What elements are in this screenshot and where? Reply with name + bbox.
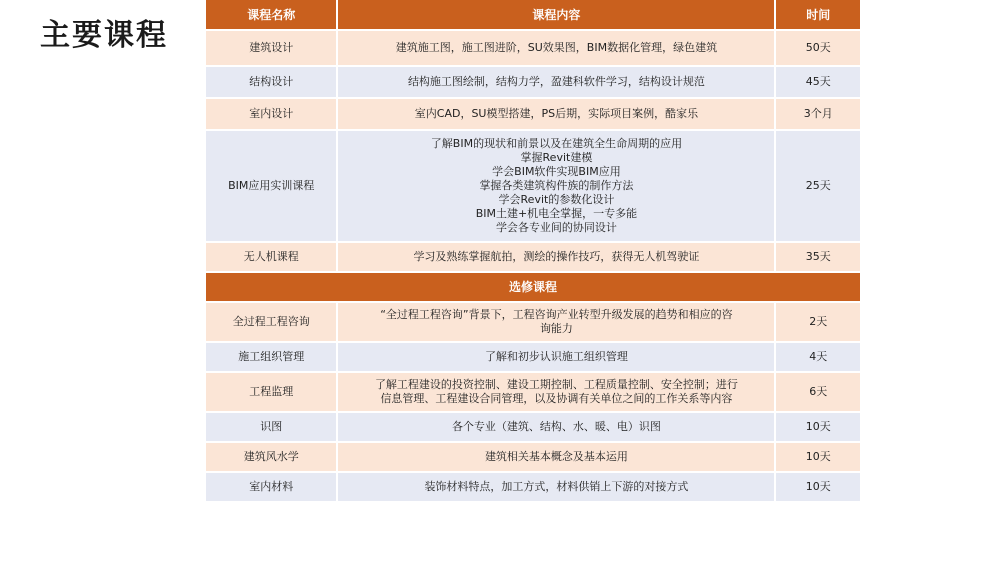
content-line: 结构施工图绘制，结构力学，盈建科软件学习，结构设计规范 [407,75,705,88]
course-time: 25天 [776,131,860,243]
table-row [206,67,860,99]
course-content [338,443,776,473]
table-row [206,131,860,243]
content-line: 了解工程建设的投资控制、建设工期控制、工程质量控制、安全控制；进行 [374,378,738,391]
course-content [338,131,776,243]
content-line: “全过程工程咨询”背景下，工程咨询产业转型升级发展的趋势和相应的咨 [380,308,733,321]
content-line: 掌握Revit建模 [520,151,593,164]
course-time: 35天 [776,243,860,273]
table-row [206,99,860,131]
course-time: 10天 [776,443,860,473]
course-time: 4天 [776,343,860,373]
header-course-name: 课程名称 [206,0,338,31]
course-name: 室内材料 [206,473,338,503]
course-time: 50天 [776,31,860,67]
content-line: 学习及熟练掌握航拍，测绘的操作技巧，获得无人机驾驶证 [413,250,700,263]
course-time: 45天 [776,67,860,99]
course-name: 识图 [206,413,338,443]
content-line: 掌握各类建筑构件族的制作方法 [479,179,634,192]
course-table [206,0,860,503]
table-row [206,443,860,473]
elective-section-title: 选修课程 [206,273,860,303]
content-line: 建筑施工图，施工图进阶，SU效果图，BIM数据化管理，绿色建筑 [395,41,718,54]
course-name: 建筑设计 [206,31,338,67]
course-content [338,413,776,443]
content-line: 学会Revit的参数化设计 [498,193,615,206]
course-time: 3个月 [776,99,860,131]
content-line: 了解和初步认识施工组织管理 [484,350,628,363]
course-name: 施工组织管理 [206,343,338,373]
header-course-content: 课程内容 [338,0,776,31]
content-line: 学会BIM软件实现BIM应用 [492,165,621,178]
table-row [206,243,860,273]
content-line: 建筑相关基本概念及基本运用 [484,450,628,463]
course-content [338,67,776,99]
content-line: 室内CAD，SU模型搭建，PS后期，实际项目案例，酷家乐 [414,107,699,120]
content-line: 学会各专业间的协同设计 [495,221,617,234]
course-name: 建筑风水学 [206,443,338,473]
course-time: 6天 [776,373,860,413]
elective-section-row [206,273,860,303]
course-name: 室内设计 [206,99,338,131]
course-name: 无人机课程 [206,243,338,273]
course-content [338,31,776,67]
table-row [206,303,860,343]
table-row [206,413,860,443]
table-header-row [206,0,860,31]
course-content [338,473,776,503]
course-name: 全过程工程咨询 [206,303,338,343]
table-row [206,373,860,413]
course-content [338,343,776,373]
course-time: 10天 [776,413,860,443]
course-name: 结构设计 [206,67,338,99]
course-content [338,243,776,273]
page-title: 主要课程 [40,18,168,53]
course-content [338,303,776,343]
content-line: 了解BIM的现状和前景以及在建筑全生命周期的应用 [430,137,683,150]
course-name: BIM应用实训课程 [206,131,338,243]
course-name: 工程监理 [206,373,338,413]
content-line: 信息管理、工程建设合同管理，以及协调有关单位之间的工作关系等内容 [380,392,733,405]
course-content [338,99,776,131]
table-row [206,473,860,503]
course-time: 10天 [776,473,860,503]
content-line: 各个专业（建筑、结构、水、暖、电）识图 [451,420,661,433]
course-time: 2天 [776,303,860,343]
content-line: BIM土建+机电全掌握，一专多能 [475,207,638,220]
table-row [206,31,860,67]
table-row [206,343,860,373]
course-content [338,373,776,413]
content-line: 装饰材料特点，加工方式，材料供销上下游的对接方式 [424,480,689,493]
header-time: 时间 [776,0,860,31]
content-line: 询能力 [539,322,573,335]
